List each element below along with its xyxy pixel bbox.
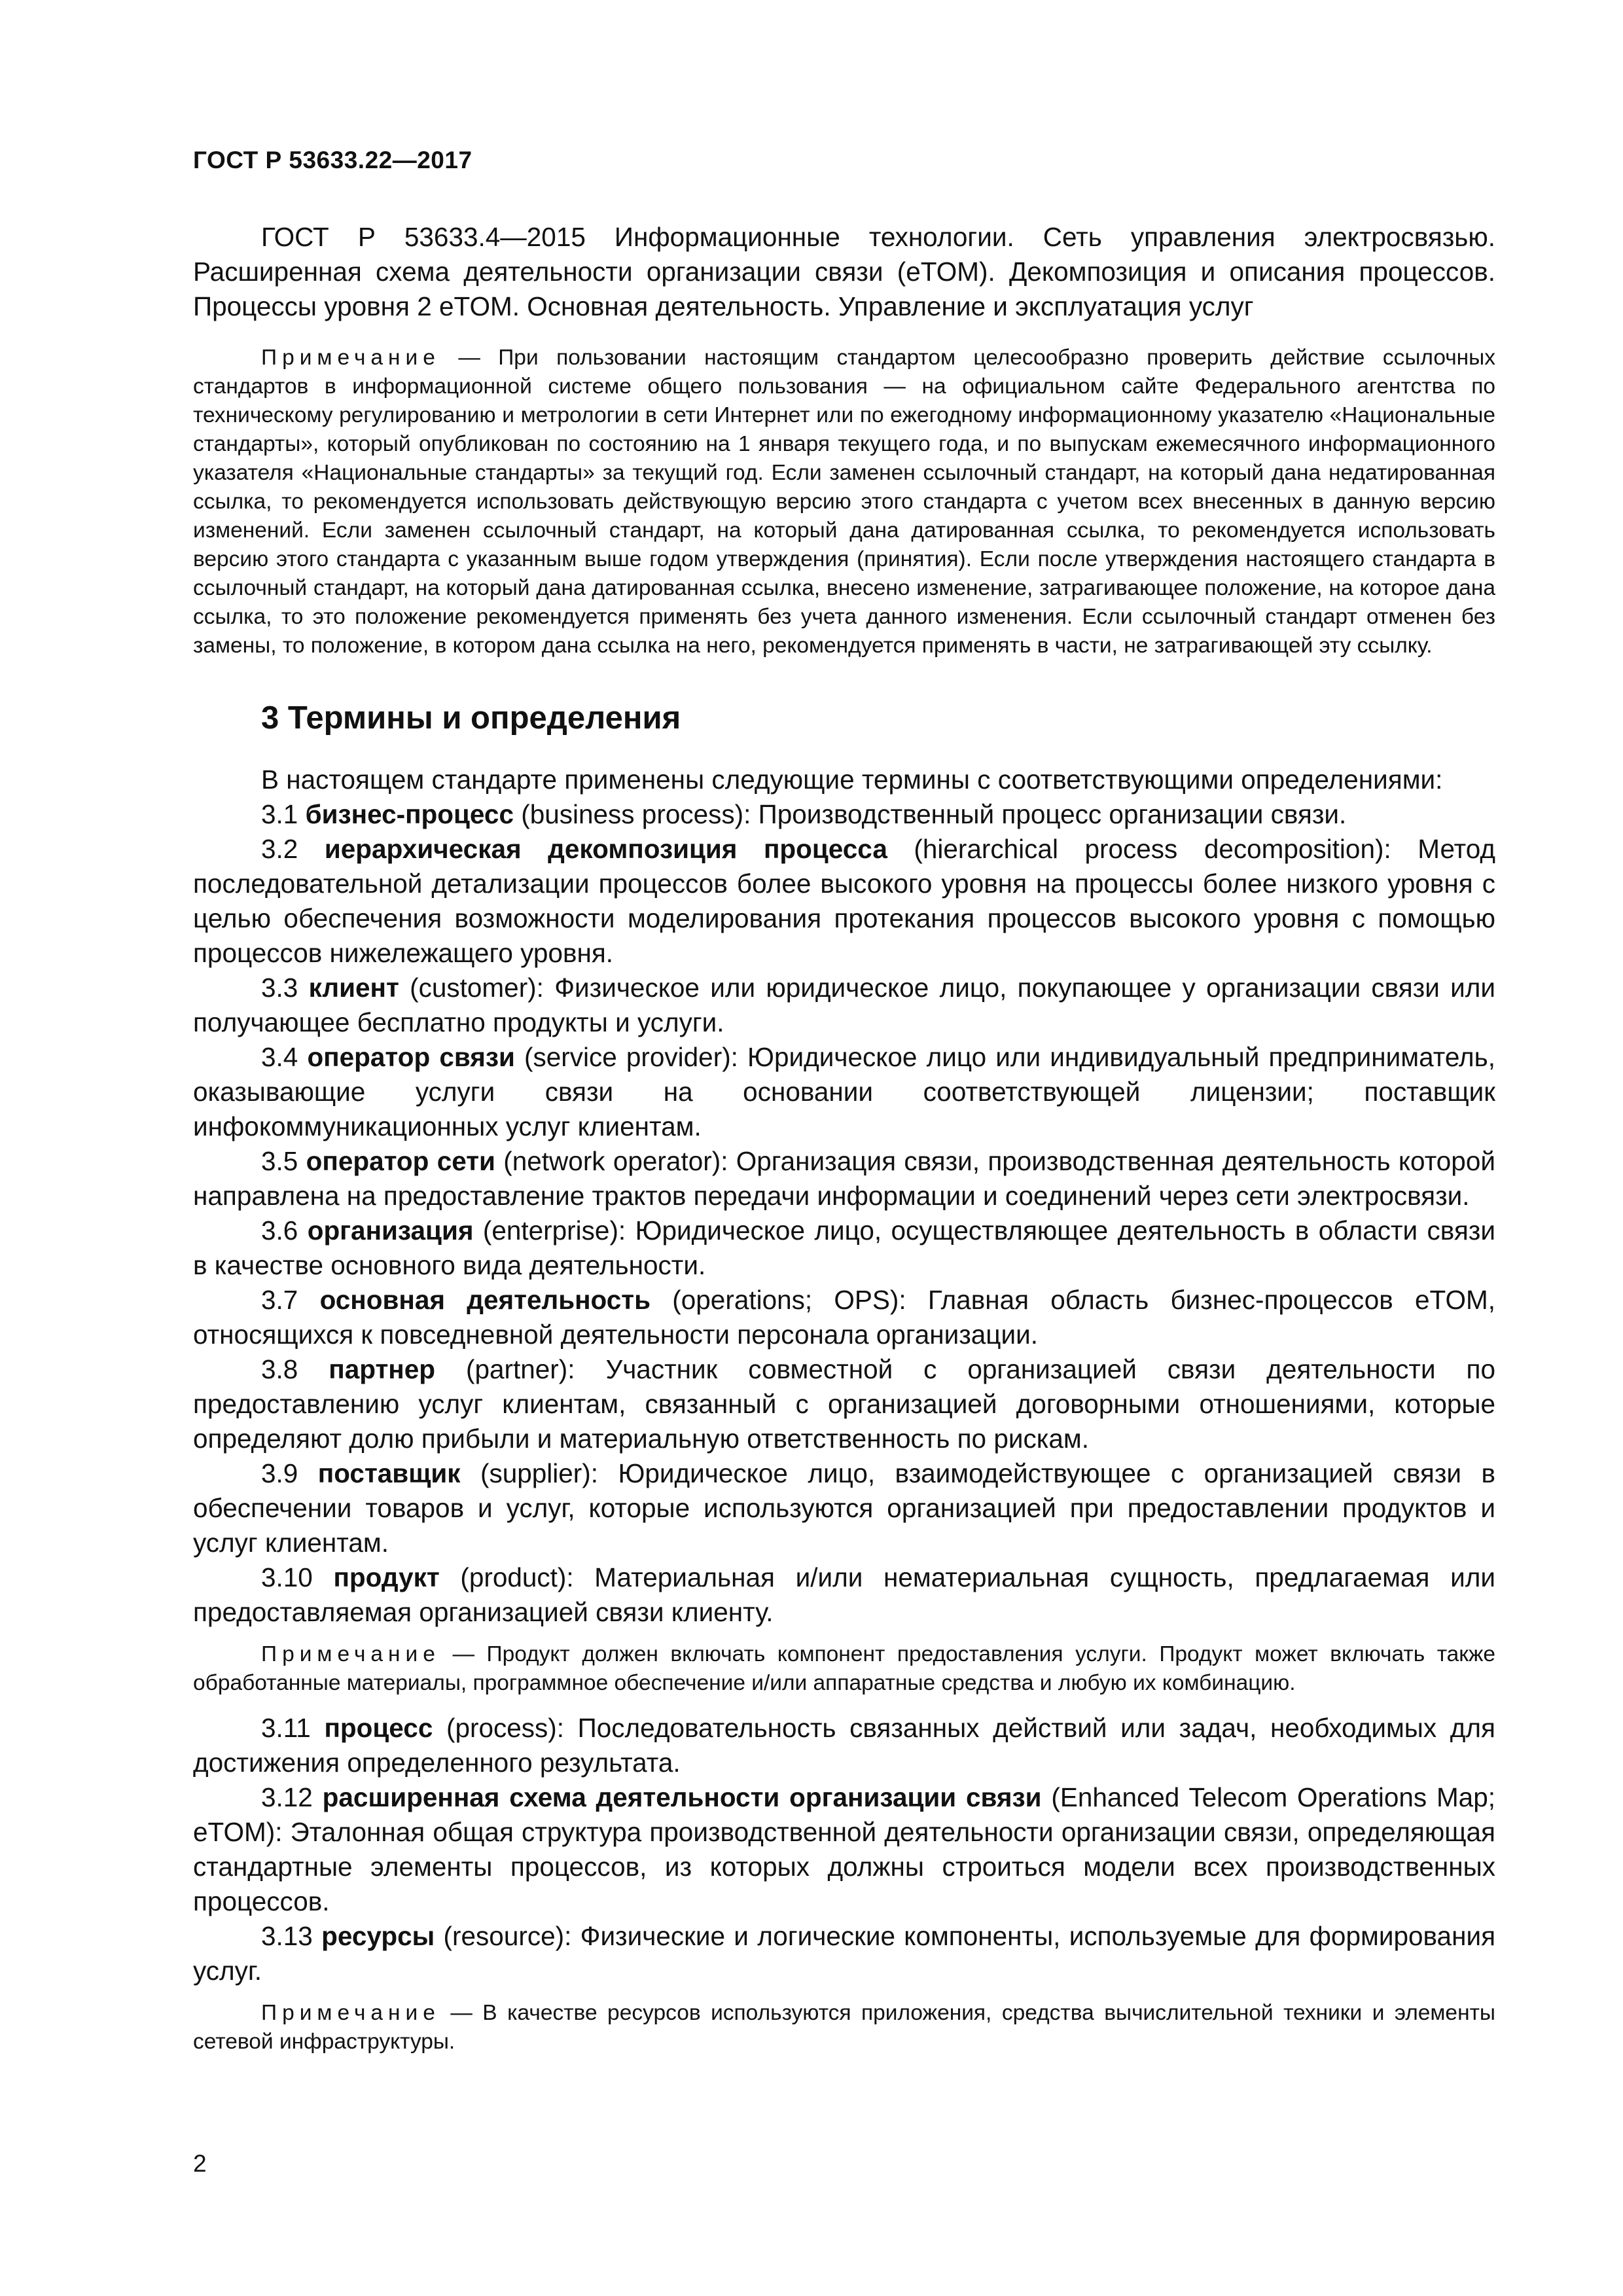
- term-name: оператор сети: [306, 1146, 495, 1176]
- term-text: (enterprise): Юридическое лицо, осуществляющее деятельность в области связи в качестве основного вида деятельности.: [193, 1215, 1495, 1280]
- term-definition: [193, 1283, 1495, 1352]
- term-text: (product): Материальная и/или нематериальная сущность, предлагаемая или предоставляемая организацией связи клиенту.: [193, 1562, 1495, 1627]
- term-number: 3.11: [261, 1713, 311, 1743]
- term-definition: [193, 797, 1495, 832]
- term-text: (customer): Физическое или юридическое лицо, покупающее у организации связи или получающее бесплатно продукты и услуги.: [193, 973, 1495, 1037]
- term-number: 3.5: [261, 1146, 298, 1176]
- term-text: (resource): Физические и логические компоненты, используемые для формирования услуг.: [193, 1921, 1495, 1986]
- note-text: — В качестве ресурсов используются приложения, средства вычислительной техники и элементы сетевой инфраструктуры.: [193, 2001, 1495, 2054]
- term-name: оператор связи: [307, 1042, 515, 1072]
- term-text: (partner): Участник совместной с организацией связи деятельности по предоставлению услуг клиентам, связанный с организацией договорными отношениями, которые определяют долю прибыли и материальную ответственность по рискам.: [193, 1354, 1495, 1454]
- terms-list: [193, 797, 1495, 1630]
- term-text: (hierarchical process decomposition): Метод последовательной детализации процессов более высокого уровня на процессы более низкого уровня с целью обеспечения возможности моделирования протекания процессов высокого уровня с помощью процессов нижележащего уровня.: [193, 834, 1495, 968]
- term-text: (operations; OPS): Главная область бизнес-процессов eTOM, относящихся к повседневной деятельности персонала организации.: [193, 1285, 1495, 1350]
- term-definition: [193, 1040, 1495, 1144]
- term-number: 3.12: [261, 1782, 313, 1812]
- term-definition: [193, 1711, 1495, 1780]
- note-label: Примечание: [261, 1642, 440, 1666]
- term-number: 3.8: [261, 1354, 298, 1384]
- term-number: 3.3: [261, 973, 298, 1003]
- term-name: ресурсы: [321, 1921, 435, 1951]
- term-text: (business process): Производственный процесс организации связи.: [513, 799, 1347, 829]
- note-resources: [193, 1999, 1495, 2056]
- term-definition: [193, 1352, 1495, 1456]
- section-heading: 3 Термины и определения: [261, 700, 681, 736]
- section-intro: В настоящем стандарте применены следующие термины с соответствующими определениями:: [261, 764, 1443, 795]
- term-name: продукт: [333, 1562, 440, 1592]
- term-number: 3.2: [261, 834, 298, 864]
- term-definition: [193, 1919, 1495, 1988]
- term-number: 3.10: [261, 1562, 313, 1592]
- note-references: [193, 344, 1495, 660]
- term-name: организация: [307, 1215, 474, 1246]
- term-definition: [193, 1456, 1495, 1560]
- page-content: [193, 220, 1495, 2056]
- term-number: 3.1: [261, 799, 298, 829]
- term-number: 3.7: [261, 1285, 298, 1315]
- term-definition: [193, 1213, 1495, 1283]
- term-number: 3.6: [261, 1215, 298, 1246]
- term-name: основная деятельность: [319, 1285, 651, 1315]
- term-name: партнер: [329, 1354, 436, 1384]
- term-text: (process): Последовательность связанных действий или задач, необходимых для достижения определенного результата.: [193, 1713, 1495, 1778]
- term-number: 3.9: [261, 1458, 298, 1488]
- page-number: 2: [193, 2150, 207, 2177]
- term-text: (service provider): Юридическое лицо или индивидуальный предприниматель, оказывающие услуги связи на основании соответствующей лицензии; поставщик инфокоммуникационных услуг клиентам.: [193, 1042, 1495, 1141]
- term-definition: [193, 832, 1495, 971]
- term-definition: [193, 1560, 1495, 1630]
- document-code-header: ГОСТ Р 53633.22—2017: [193, 147, 473, 173]
- note-text: — При пользовании настоящим стандартом целесообразно проверить действие ссылочных стандартов в информационной системе общего пользования — на официальном сайте Федерального агентства по техническому регулированию и метрологии в сети Интернет или по ежегодному информационному указателю «Национальные стандарты», который опубликован по состоянию на 1 января текущего года, и по выпускам ежемесячного информационного указателя «Национальные стандарты» за текущий год. Если заменен ссылочный стандарт, на который дана недатированная ссылка, то рекомендуется использовать действующую версию этого стандарта с учетом всех внесенных в данную версию изменений. Если заменен ссылочный стандарт, на который дана датированная ссылка, то рекомендуется использовать версию этого стандарта с указанным выше годом утверждения (принятия). Если после утверждения настоящего стандарта в ссылочный стандарт, на который дана датированная ссылка, внесено изменение, затрагивающее положение, на которое дана ссылка, то это положение рекомендуется применять без учета данного изменения. Если ссылочный стандарт отменен без замены, то положение, в котором дана ссылка на него, рекомендуется применять в части, не затрагивающей эту ссылку.: [193, 346, 1495, 658]
- term-text: (supplier): Юридическое лицо, взаимодействующее с организацией связи в обеспечении товаров и услуг, которые используются организацией при предоставлении продуктов и услуг клиентам.: [193, 1458, 1495, 1558]
- note-label: Примечание: [261, 2001, 440, 2025]
- note-text: — Продукт должен включать компонент предоставления услуги. Продукт может включать также обработанные материалы, программное обеспечение и/или аппаратные средства и любую их комбинацию.: [193, 1642, 1495, 1695]
- term-name: клиент: [308, 973, 399, 1003]
- note-product: [193, 1640, 1495, 1698]
- term-name: процесс: [324, 1713, 433, 1743]
- term-text: (network operator): Организация связи, производственная деятельность которой направлена на предоставление трактов передачи информации и соединений через сети электросвязи.: [193, 1146, 1495, 1211]
- term-definition: [193, 1144, 1495, 1213]
- term-name: расширенная схема деятельности организации связи: [322, 1782, 1042, 1812]
- term-definition: [193, 1780, 1495, 1919]
- term-definition: [193, 971, 1495, 1040]
- term-name: иерархическая декомпозиция процесса: [324, 834, 887, 864]
- terms-list-continued: [193, 1711, 1495, 1988]
- term-number: 3.13: [261, 1921, 313, 1951]
- term-text: (Enhanced Telecom Operations Map; eTOM): Эталонная общая структура производственной деятельности организации связи, определяющая стандартные элементы процессов, из которых должны строиться модели всех производственных процессов.: [193, 1782, 1495, 1916]
- reference-entry: ГОСТ Р 53633.4—2015 Информационные технологии. Сеть управления электросвязью. Расширенная схема деятельности организации связи (eTOM). Декомпозиция и описания процессов. Процессы уровня 2 eTOM. Основная деятельность. Управление и эксплуатация услуг: [193, 222, 1495, 321]
- term-name: бизнес-процесс: [305, 799, 514, 829]
- term-number: 3.4: [261, 1042, 298, 1072]
- note-label: Примечание: [261, 346, 440, 370]
- term-name: поставщик: [317, 1458, 461, 1488]
